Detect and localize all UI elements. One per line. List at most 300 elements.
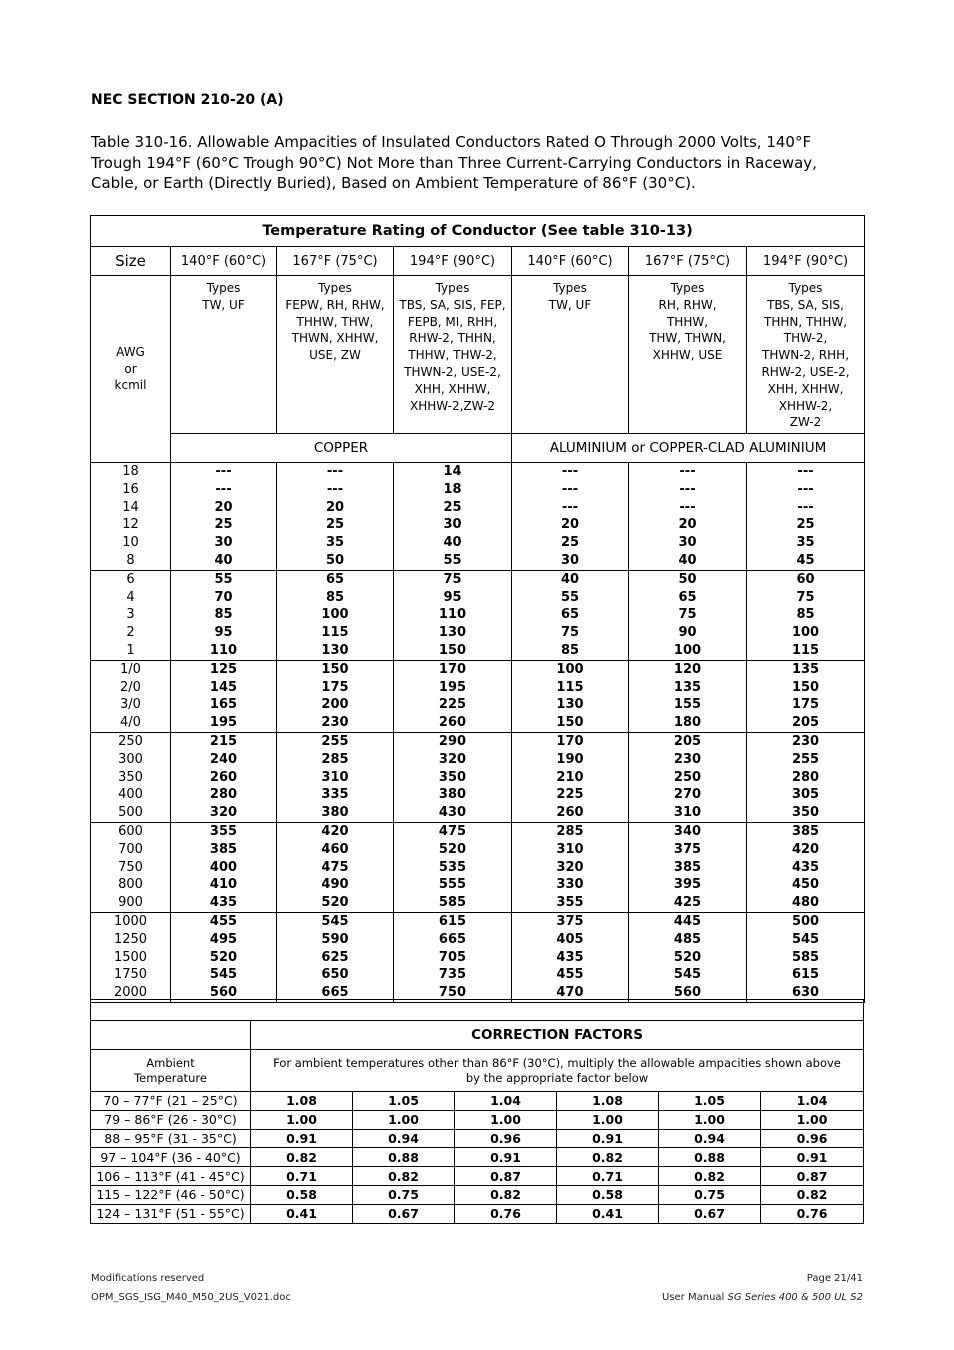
conductor-type-line: Types <box>318 281 352 295</box>
ampacity-value: 175 <box>791 697 820 713</box>
ampacity-value: 165 <box>209 697 238 713</box>
ampacity-value: 240 <box>209 751 238 767</box>
ampacity-value: 380 <box>321 805 349 821</box>
ampacity-value: 270 <box>673 787 702 803</box>
temp-rating-header: 194°F (90°C) <box>394 247 512 276</box>
conductor-type-line: USE, ZW <box>309 348 361 363</box>
size-group-row <box>91 570 865 660</box>
conductor-type-line: Types <box>553 281 587 295</box>
ampacity-value: 535 <box>438 859 467 875</box>
ampacity-value: 545 <box>321 913 349 929</box>
ampacity-cell <box>394 732 512 822</box>
ampacity-value: 75 <box>796 589 815 605</box>
size-group-row <box>91 732 865 822</box>
conductor-size: 2000 <box>113 985 148 1001</box>
correction-factor: 0.91 <box>251 1129 353 1148</box>
ampacity-cell <box>277 912 394 1002</box>
ampacity-value: 95 <box>443 589 462 605</box>
footer-doc-name: OPM_SGS_ISG_M40_M50_2US_V021.doc <box>91 1292 291 1303</box>
ampacity-value: 250 <box>673 769 702 785</box>
correction-factor: 1.05 <box>353 1092 455 1111</box>
correction-factor: 0.41 <box>251 1204 353 1223</box>
correction-factors-table <box>90 999 864 1224</box>
correction-factor: 0.91 <box>557 1129 659 1148</box>
conductor-type-line: THHW, THW, <box>296 314 374 329</box>
ampacity-value: 495 <box>209 931 238 947</box>
ampacity-value: 355 <box>556 895 584 911</box>
ampacity-value: 150 <box>438 642 467 658</box>
ampacity-value: 285 <box>321 751 349 767</box>
ampacity-value: 30 <box>678 535 697 551</box>
ampacity-value: 425 <box>673 895 702 911</box>
correction-factor: 1.00 <box>557 1110 659 1129</box>
ampacity-value: 110 <box>209 642 238 658</box>
ampacity-value: 95 <box>214 625 233 641</box>
ampacity-value: 545 <box>673 967 702 983</box>
correction-factor: 1.00 <box>251 1110 353 1129</box>
ampacity-value: 55 <box>214 571 233 587</box>
footer-manual-series: SG Series 400 & 500 UL S2 <box>727 1292 863 1303</box>
ampacity-value: --- <box>561 499 579 515</box>
temp-rating-header: 167°F (75°C) <box>277 247 394 276</box>
ampacity-value: 385 <box>673 859 702 875</box>
ampacity-cell <box>512 570 629 660</box>
correction-row <box>91 1204 864 1223</box>
ampacity-value: 130 <box>321 642 349 658</box>
table-caption: Table 310-16. Allowable Ampacities of Insulated Conductors Rated O Through 2000 Volts, 140°F Trough 194°F (60°C Trough 90°C) Not More than Three Current-Carrying Conductors in Raceway, Cable, or Earth (Directly Buried), Based on Ambient Temperature of 86°F (30°C). <box>91 133 817 192</box>
temp-rating-header: 140°F (60°C) <box>512 247 629 276</box>
ampacity-value: 375 <box>673 841 702 857</box>
ampacity-value: 75 <box>678 607 697 623</box>
ampacity-value: 100 <box>673 642 702 658</box>
ampacity-value: 310 <box>321 769 349 785</box>
ampacity-cell <box>747 463 865 571</box>
conductor-type-line: THWN, XHHW, <box>291 331 379 346</box>
size-group-row <box>91 463 865 571</box>
size-cell <box>91 660 171 732</box>
conductor-size: 1/0 <box>120 661 141 677</box>
ampacity-cell <box>277 732 394 822</box>
ampacity-value: 20 <box>560 517 580 533</box>
ampacity-value: 210 <box>556 769 584 785</box>
ampacity-cell <box>394 822 512 912</box>
ampacity-value: 100 <box>556 661 584 677</box>
conductor-size: 750 <box>118 859 143 875</box>
ampacity-value: 385 <box>209 841 238 857</box>
conductor-size: 1750 <box>113 967 148 983</box>
ampacity-cell <box>394 463 512 571</box>
ampacity-value: 555 <box>438 877 467 893</box>
ampacity-value: 395 <box>673 877 702 893</box>
conductor-types-list <box>277 280 393 364</box>
ampacity-cell <box>171 570 277 660</box>
ampacity-value: --- <box>215 481 232 497</box>
correction-factor: 0.82 <box>455 1185 557 1204</box>
conductor-size: 300 <box>118 751 143 767</box>
conductor-type-line: XHH, XHHW, <box>767 381 844 396</box>
ampacity-value: 585 <box>791 949 820 965</box>
conductor-types-list <box>394 280 511 414</box>
ampacity-value: 215 <box>209 733 238 749</box>
ampacity-value: 40 <box>443 535 462 551</box>
ampacity-value: 310 <box>556 841 584 857</box>
ambient-range: 124 – 131°F (51 - 55°C) <box>91 1204 251 1223</box>
section-heading: NEC SECTION 210-20 (A) <box>91 92 284 108</box>
ampacity-value: 455 <box>209 913 238 929</box>
ampacity-cell <box>512 463 629 571</box>
size-group-row <box>91 660 865 732</box>
ampacity-cell <box>277 660 394 732</box>
size-cell <box>91 822 171 912</box>
ampacity-value: 230 <box>321 715 349 731</box>
ampacity-value: 145 <box>209 679 238 695</box>
ampacity-value: 40 <box>560 571 580 587</box>
ampacity-value: 65 <box>325 571 345 587</box>
ampacity-value: 420 <box>791 841 820 857</box>
correction-factor: 0.88 <box>659 1148 761 1167</box>
conductor-type-line: Types <box>435 281 470 295</box>
ampacity-value: 120 <box>673 661 702 677</box>
ampacity-value: 190 <box>556 751 584 767</box>
conductor-types-list <box>171 280 276 314</box>
ampacity-value: 150 <box>791 679 820 695</box>
ampacity-value: 735 <box>438 967 467 983</box>
conductor-type-line: THHN, THHW, <box>763 314 848 329</box>
ampacity-value: 55 <box>560 589 580 605</box>
ampacity-value: 455 <box>556 967 584 983</box>
ampacity-value: 470 <box>556 985 584 1001</box>
correction-factor: 0.94 <box>353 1129 455 1148</box>
ampacity-value: 90 <box>678 625 697 641</box>
ambient-label-line: Temperature <box>134 1070 207 1085</box>
ampacity-value: 125 <box>209 661 238 677</box>
conductor-size: 10 <box>122 535 139 551</box>
correction-row <box>91 1185 864 1204</box>
ampacity-value: 70 <box>214 589 233 605</box>
correction-row <box>91 1129 864 1148</box>
ampacity-value: 520 <box>438 841 467 857</box>
ampacity-value: --- <box>326 464 344 479</box>
ampacity-value: --- <box>797 481 814 497</box>
correction-factor: 1.00 <box>659 1110 761 1129</box>
ampacity-value: 195 <box>438 679 467 695</box>
ampacity-cell <box>512 660 629 732</box>
ampacity-cell <box>629 732 747 822</box>
ampacity-value: 175 <box>321 679 349 695</box>
conductor-types-cell <box>747 276 865 434</box>
temp-rating-header: 194°F (90°C) <box>747 247 865 276</box>
correction-factor: 1.04 <box>761 1092 864 1111</box>
ampacity-value: 205 <box>791 715 820 731</box>
correction-factor: 0.82 <box>659 1167 761 1186</box>
ampacity-value: 180 <box>673 715 702 731</box>
ampacity-value: 35 <box>796 535 815 551</box>
conductor-type-line: RH, RHW, <box>658 297 717 312</box>
conductor-type-line: ZW-2 <box>789 415 822 430</box>
aluminium-header: ALUMINIUM or COPPER-CLAD ALUMINIUM <box>512 434 865 463</box>
ampacity-value: 205 <box>673 733 702 749</box>
conductor-type-line: THW, THWN, <box>649 331 726 346</box>
correction-factor: 0.75 <box>659 1185 761 1204</box>
correction-title: CORRECTION FACTORS <box>251 1021 864 1050</box>
conductor-type-line: THWN-2, RHH, <box>762 348 850 363</box>
correction-factor: 0.82 <box>251 1148 353 1167</box>
ampacity-value: 155 <box>673 697 702 713</box>
ampacity-cell <box>747 732 865 822</box>
footer-modifications: Modifications reserved <box>91 1273 205 1284</box>
ampacity-value: 340 <box>673 823 702 839</box>
conductor-types-list <box>747 280 864 431</box>
ampacity-value: 280 <box>791 769 820 785</box>
ampacity-cell <box>629 570 747 660</box>
correction-factor: 1.00 <box>761 1110 864 1129</box>
ampacity-cell <box>171 660 277 732</box>
ampacity-cell <box>629 463 747 571</box>
conductor-types-list <box>512 280 628 314</box>
ampacity-cell <box>394 912 512 1002</box>
correction-note: For ambient temperatures other than 86°F (30°C), multiply the allowable ampacities shown above by the appropriate factor below <box>251 1050 864 1092</box>
ampacity-value: --- <box>679 499 696 515</box>
conductor-types-cell <box>171 276 277 434</box>
conductor-type-line: THWN-2, USE-2, <box>404 364 501 379</box>
correction-factor: 0.58 <box>557 1185 659 1204</box>
ampacity-value: 40 <box>214 552 233 568</box>
ampacity-value: 435 <box>556 949 584 965</box>
ampacity-value: 130 <box>556 697 584 713</box>
correction-factor: 0.88 <box>353 1148 455 1167</box>
correction-row <box>91 1110 864 1129</box>
correction-factor: 0.58 <box>251 1185 353 1204</box>
conductor-size: 2/0 <box>120 679 141 695</box>
ampacity-cell <box>512 822 629 912</box>
ampacity-value: 450 <box>791 877 820 893</box>
ampacity-cell <box>171 822 277 912</box>
ampacity-value: 650 <box>321 967 349 983</box>
ampacity-cell <box>747 822 865 912</box>
footer-manual <box>662 1292 863 1303</box>
awg-label-line: kcmil <box>114 378 147 393</box>
ampacity-value: 435 <box>209 895 238 911</box>
ambient-range: 79 – 86°F (26 - 30°C) <box>91 1110 251 1129</box>
ampacity-value: 320 <box>556 859 584 875</box>
ambient-temperature-label <box>91 1050 251 1092</box>
conductor-size: 4 <box>126 589 135 605</box>
ampacity-value: 170 <box>556 733 584 749</box>
ampacity-value: 115 <box>321 625 349 641</box>
ampacity-value: 260 <box>556 805 584 821</box>
conductor-size: 900 <box>118 895 143 911</box>
ampacity-value: 590 <box>321 931 349 947</box>
ampacity-value: 350 <box>791 805 820 821</box>
correction-factor: 0.76 <box>455 1204 557 1223</box>
ampacity-value: 60 <box>796 571 815 587</box>
ampacity-value: 485 <box>673 931 702 947</box>
correction-factor: 1.00 <box>455 1110 557 1129</box>
ampacity-value: 490 <box>321 877 349 893</box>
ampacity-value: 280 <box>209 787 238 803</box>
size-cell <box>91 570 171 660</box>
conductor-type-line: TBS, SA, SIS, <box>767 297 844 312</box>
ampacity-value: 615 <box>438 913 467 929</box>
correction-factor: 0.87 <box>455 1167 557 1186</box>
ampacity-value: 460 <box>321 841 349 857</box>
conductor-size: 500 <box>118 805 143 821</box>
ampacity-value: 290 <box>438 733 467 749</box>
correction-factor: 0.71 <box>251 1167 353 1186</box>
conductor-types-cell <box>629 276 747 434</box>
conductor-size: 2 <box>126 625 135 641</box>
ampacity-value: 285 <box>556 823 584 839</box>
ampacity-value: 520 <box>209 949 238 965</box>
ampacity-value: 335 <box>321 787 349 803</box>
ampacity-value: 135 <box>791 661 820 677</box>
ampacity-value: 385 <box>791 823 820 839</box>
ampacity-value: 14 <box>443 464 462 479</box>
conductor-size: 12 <box>122 517 139 533</box>
ampacity-value: 500 <box>791 913 820 929</box>
ampacity-value: 25 <box>560 535 580 551</box>
ambient-range: 115 – 122°F (46 - 50°C) <box>91 1185 251 1204</box>
ampacity-value: 445 <box>673 913 702 929</box>
conductor-types-list <box>629 280 746 364</box>
ambient-label-line: Ambient <box>146 1055 195 1070</box>
ampacity-value: 150 <box>321 661 349 677</box>
ampacity-value: 400 <box>209 859 238 875</box>
ampacity-value: 380 <box>438 787 467 803</box>
conductor-size: 350 <box>118 769 143 785</box>
correction-factor: 0.41 <box>557 1204 659 1223</box>
correction-row <box>91 1148 864 1167</box>
ampacity-value: 75 <box>443 571 462 587</box>
correction-factor: 0.91 <box>455 1148 557 1167</box>
ampacity-value: 20 <box>214 499 233 515</box>
conductor-size: 1250 <box>113 931 148 947</box>
conductor-type-line: XHH, XHHW, <box>414 381 491 396</box>
correction-factor: 1.04 <box>455 1092 557 1111</box>
ampacity-value: 260 <box>209 769 238 785</box>
ampacity-value: 520 <box>321 895 349 911</box>
temp-rating-header: 140°F (60°C) <box>171 247 277 276</box>
ampacity-cell <box>394 660 512 732</box>
size-cell <box>91 463 171 571</box>
correction-row <box>91 1167 864 1186</box>
ampacity-value: 20 <box>678 517 697 533</box>
ampacity-value: 50 <box>678 571 697 587</box>
ampacity-value: 420 <box>321 823 349 839</box>
correction-factor: 0.75 <box>353 1185 455 1204</box>
ampacity-cell <box>171 732 277 822</box>
conductor-size: 4/0 <box>120 715 141 731</box>
conductor-type-line: TBS, SA, SIS, FEP, <box>399 297 506 312</box>
ampacity-cell <box>629 822 747 912</box>
ambient-range: 70 – 77°F (21 – 25°C) <box>91 1092 251 1111</box>
ampacity-value: --- <box>561 481 579 497</box>
footer-page-number: Page 21/41 <box>806 1273 863 1284</box>
conductor-type-line: TW, UF <box>202 297 245 312</box>
size-group-row <box>91 822 865 912</box>
correction-factor: 0.94 <box>659 1129 761 1148</box>
ampacity-value: 520 <box>673 949 702 965</box>
conductor-type-line: Types <box>788 281 823 295</box>
ampacity-value: 545 <box>209 967 238 983</box>
conductor-size: 8 <box>126 552 135 568</box>
ampacity-value: 625 <box>321 949 349 965</box>
conductor-size: 16 <box>122 481 139 497</box>
ampacity-value: 135 <box>673 679 702 695</box>
ampacity-value: --- <box>215 464 232 479</box>
ampacity-value: 45 <box>796 552 815 568</box>
ampacity-value: 100 <box>791 625 820 641</box>
ampacity-value: 560 <box>209 985 238 1001</box>
ampacity-value: 65 <box>678 589 697 605</box>
ampacity-value: 75 <box>560 625 580 641</box>
ampacity-cell <box>629 912 747 1002</box>
ampacity-value: 25 <box>796 517 815 533</box>
ampacity-cell <box>394 570 512 660</box>
ampacity-value: 225 <box>438 697 467 713</box>
ampacity-value: 320 <box>438 751 467 767</box>
ampacity-value: 115 <box>556 679 584 695</box>
ampacity-value: 430 <box>438 805 467 821</box>
conductor-size: 3 <box>126 607 135 623</box>
size-header: Size <box>91 247 171 276</box>
size-cell <box>91 732 171 822</box>
ampacity-value: 20 <box>325 499 345 515</box>
correction-row <box>91 1092 864 1111</box>
ampacity-value: 585 <box>438 895 467 911</box>
ampacity-value: 85 <box>214 607 233 623</box>
correction-factor: 1.08 <box>251 1092 353 1111</box>
correction-factor: 0.82 <box>353 1167 455 1186</box>
correction-factor: 0.76 <box>761 1204 864 1223</box>
ampacity-value: 665 <box>321 985 349 1001</box>
ampacity-value: 130 <box>438 625 467 641</box>
conductor-size: 6 <box>126 571 135 587</box>
size-cell <box>91 912 171 1002</box>
ampacity-value: 260 <box>438 715 467 731</box>
correction-factor: 0.96 <box>761 1129 864 1148</box>
ampacity-value: 170 <box>438 661 467 677</box>
ampacity-value: --- <box>679 481 696 497</box>
conductor-size: 800 <box>118 877 143 893</box>
conductor-type-line: XHHW-2, <box>778 398 833 413</box>
ampacity-value: 150 <box>556 715 584 731</box>
ampacity-value: 30 <box>443 517 462 533</box>
ampacity-value: 630 <box>791 985 820 1001</box>
conductor-type-line: XHHW, USE <box>652 348 723 363</box>
ampacity-value: 100 <box>321 607 349 623</box>
ampacity-cell <box>171 463 277 571</box>
ampacity-value: 115 <box>791 642 820 658</box>
conductor-type-line: THHW, <box>666 314 709 329</box>
ampacity-value: 25 <box>214 517 233 533</box>
footer-manual-prefix: User Manual <box>662 1292 728 1303</box>
conductor-size: 14 <box>122 499 139 515</box>
ampacity-value: --- <box>797 464 814 479</box>
ampacity-value: 665 <box>438 931 467 947</box>
ampacity-value: 85 <box>796 607 815 623</box>
ampacity-value: 615 <box>791 967 820 983</box>
ampacity-cell <box>747 912 865 1002</box>
ampacity-value: 195 <box>209 715 238 731</box>
conductor-types-cell <box>512 276 629 434</box>
ambient-range: 97 – 104°F (36 - 40°C) <box>91 1148 251 1167</box>
ampacity-value: 225 <box>556 787 584 803</box>
ampacity-value: 750 <box>438 985 467 1001</box>
ambient-range: 106 – 113°F (41 - 45°C) <box>91 1167 251 1186</box>
conductor-type-line: RHW-2, USE-2, <box>761 364 850 379</box>
ampacity-value: 410 <box>209 877 238 893</box>
